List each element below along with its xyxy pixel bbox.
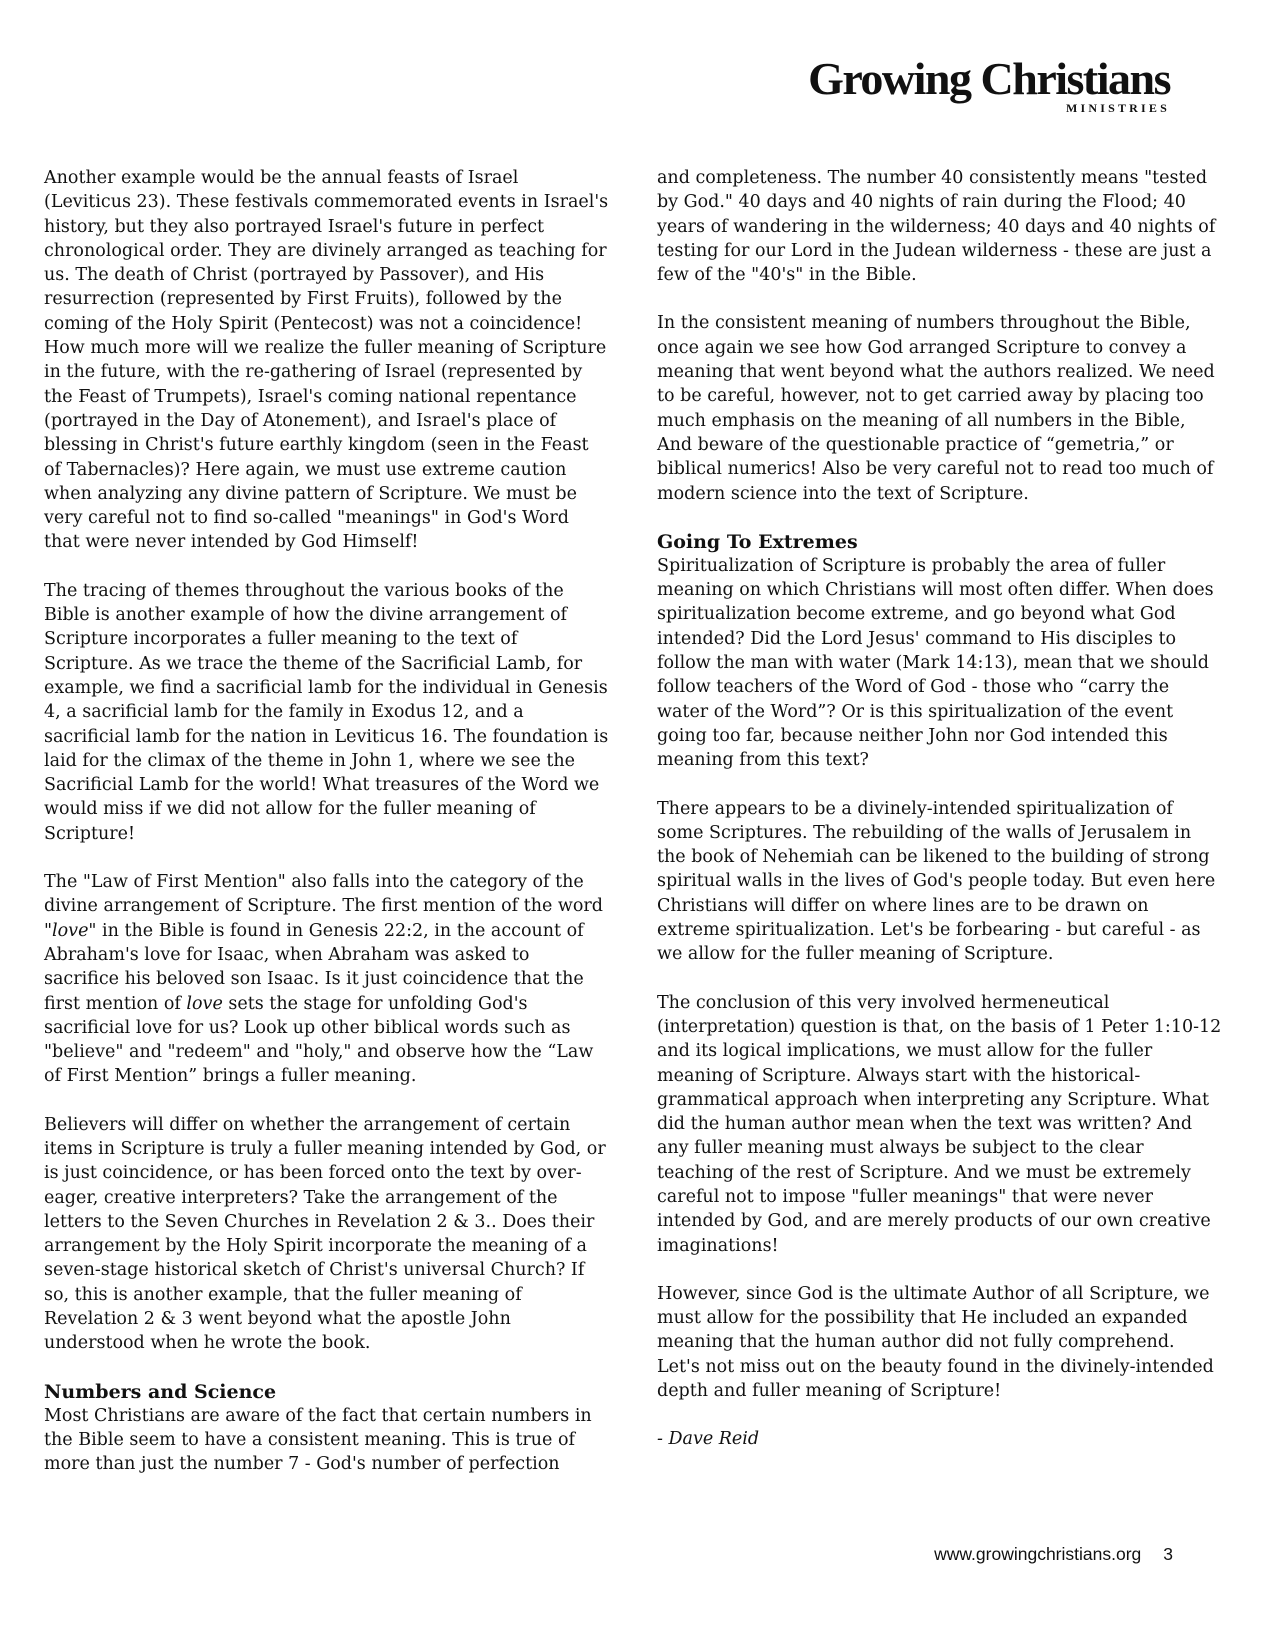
- page-number: 3: [1163, 1544, 1173, 1564]
- paragraph-numbers: Most Christians are aware of the fact that certain numbers in the Bible seem to have a consistent meaning. This is true of more than just the number 7 - God's number of perfection: [44, 1405, 592, 1475]
- paragraph-seven-churches: Believers will differ on whether the arrangement of certain items in Scripture is truly a fuller meaning intended by God, or is just coincidence, or has been forced onto the text by over-eager, creative interpreters? Take the arrangement of the letters to the Seven Churches in Revelation 2 & 3.. Does their arrangement by the Holy Spirit incorporate the meaning of a seven-stage historical sketch of Christ's universal Church? If so, this is another example, that the fuller meaning of Revelation 2 & 3 went beyond what the apostle John understood when he wrote the book.: [44, 1114, 606, 1354]
- paragraph-ultimate-author: However, since God is the ultimate Author of all Scripture, we must allow for the possibility that He included an expanded meaning that the human author did not fully comprehend. Let's not miss out on the beauty found in the divinely-intended depth and fuller meaning of Scripture!: [657, 1283, 1214, 1402]
- heading-going-to-extremes: Going To Extremes: [657, 530, 858, 553]
- paragraph-nehemiah: There appears to be a divinely-intended spiritualization of some Scriptures. The rebuilding of the walls of Jerusalem in the book of Nehemiah can be likened to the building of strong spiritual walls in the lives of God's people today. But even here Christians will differ on where lines are to be drawn on extreme spiritualization. Let's be forbearing - but careful - as we allow for the fuller meaning of Scripture.: [657, 798, 1216, 965]
- text-run: The "Law of First Mention" also falls into the category of the divine arrangement of Scripture. The first mention of the word: [44, 872, 603, 917]
- heading-numbers-and-science: Numbers and Science: [44, 1380, 277, 1403]
- page-footer: [934, 1544, 1173, 1565]
- paragraph-consistent-numbers: In the consistent meaning of numbers throughout the Bible, once again we see how God arranged Scripture to convey a meaning that went beyond what the authors realized. We need to be careful, however, not to get carried away by placing too much emphasis on the meaning of all numbers in the Bible, And beware of the questionable practice of “gemetria,” or biblical numerics! Also be very careful not to read too much of modern science into the text of Scripture.: [657, 313, 1215, 504]
- emphasis-love-quoted: "love": [44, 920, 97, 941]
- paragraph-spiritualization: Spiritualization of Scripture is probably the area of fuller meaning on which Christians will most often differ. When does spiritualization become extreme, and go beyond what God intended? Did the Lord Jesus' command to His disciples to follow the man with water (Mark 14:13), mean that we should follow teachers of the Word of God - those who “carry the water of the Word”? Or is this spiritualization of the event going too far, because neither John nor God intended this meaning from this text?: [657, 555, 1214, 771]
- emphasis-love: love: [186, 993, 223, 1014]
- text-run: in the Bible is found in Genesis 22:2, in the account of Abraham's love for Isaac, when Abraham was asked to sacrifice his beloved son Isaac. Is it just coincidence that the first mention of: [44, 920, 584, 1014]
- logo-title: Growing Christians: [808, 53, 1170, 104]
- paragraph-feasts: Another example would be the annual feasts of Israel (Leviticus 23). These festivals commemorated events in Israel's history, but they also portrayed Israel's future in perfect chronological order. They are divinely arranged as teaching for us. The death of Christ (portrayed by Passover), and His resurrection (represented by First Fruits), followed by the coming of the Holy Spirit (Pentecost) was not a coincidence! How much more will we realize the fuller meaning of Scripture in the future, with the re-gathering of Israel (represented by the Feast of Trumpets), Israel's coming national repentance (portrayed in the Day of Atonement), and Israel's place of blessing in Christ's future earthly kingdom (seen in the Feast of Tabernacles)? Here again, we must use extreme caution when analyzing any divine pattern of Scripture. We must be very careful not to find so-called "meanings" in God's Word that were never intended by God Himself!: [44, 168, 609, 553]
- paragraph-themes: The tracing of themes throughout the various books of the Bible is another example of how the divine arrangement of Scripture incorporates a fuller meaning to the text of Scripture. As we trace the theme of the Sacrificial Lamb, for example, we find a sacrificial lamb for the individual in Genesis 4, a sacrificial lamb for the family in Exodus 12, and a sacrificial lamb for the nation in Leviticus 16. The foundation is laid for the climax of the theme in John 1, where we see the Sacrificial Lamb for the world! What treasures of the Word we would miss if we did not allow for the fuller meaning of Scripture!: [44, 580, 609, 844]
- paragraph-first-mention: [44, 870, 609, 1089]
- paragraph-number-forty: and completeness. The number 40 consistently means "tested by God." 40 days and 40 nights of rain during the Flood; 40 years of wandering in the wilderness; 40 days and 40 nights of testing for our Lord in the Judean wilderness - these are just a few of the "40's" in the Bible.: [657, 168, 1216, 286]
- paragraph-conclusion: The conclusion of this very involved hermeneutical (interpretation) question is that, on the basis of 1 Peter 1:10-12 and its logical implications, we must allow for the fuller meaning of Scripture. Always start with the historical-grammatical approach when interpreting any Scripture. What did the human author mean when the text was written? And any fuller meaning must always be subject to the clear teaching of the rest of Scripture. And we must be extremely careful not to impose "fuller meanings" that were never intended by God, and are merely products of our own creative imaginations!: [657, 992, 1222, 1256]
- right-column: [657, 166, 1222, 1476]
- logo-subtitle: MINISTRIES: [1065, 101, 1170, 115]
- footer-url: www.growingchristians.org: [934, 1544, 1142, 1564]
- author-signature: - Dave Reid: [657, 1429, 760, 1450]
- growing-christians-logo: [808, 53, 1170, 115]
- text-run: sets the stage for unfolding God's sacrificial love for us? Look up other biblical words such as "believe" and "redeem" and "holy," and observe how the “Law of First Mention” brings a fuller meaning.: [44, 993, 594, 1087]
- left-column: [44, 166, 609, 1501]
